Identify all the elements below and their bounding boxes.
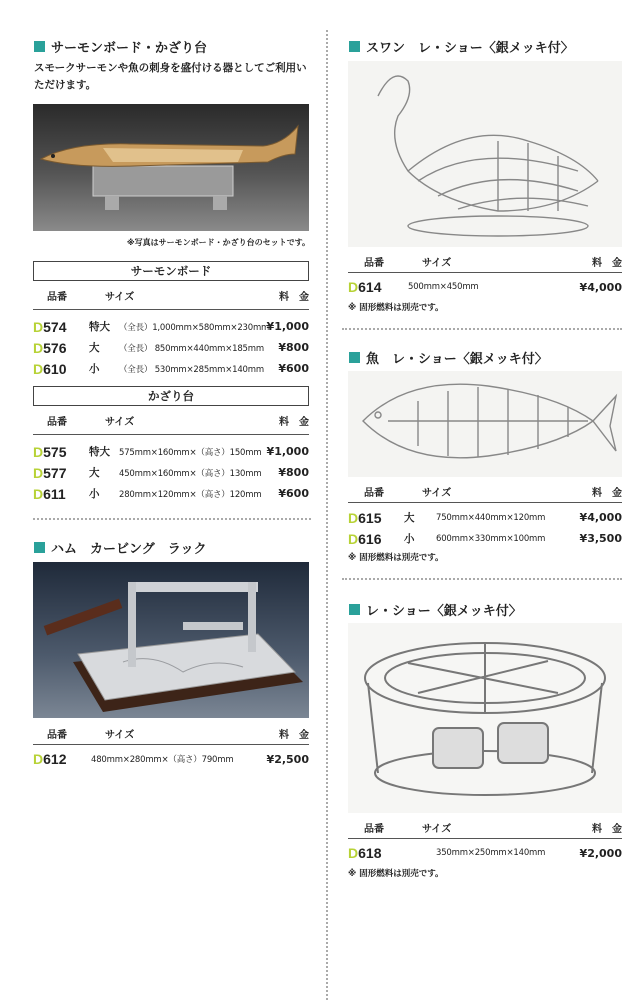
rechaud-section-title: レ・ショー〈銀メッキ付〉 xyxy=(349,600,522,619)
column-divider xyxy=(326,30,328,1000)
salmon-description: スモークサーモンや魚の刺身を盛付ける器としてご利用いただけます。 xyxy=(34,62,307,91)
table-row xyxy=(33,462,309,483)
table-header-row: 品番 サイズ 料 金 xyxy=(47,729,309,741)
ham-rack-illustration xyxy=(33,562,309,718)
section-divider xyxy=(33,518,311,520)
product-code: D610 xyxy=(33,360,67,377)
product-code: D612 xyxy=(33,751,67,767)
ham-table xyxy=(33,722,309,773)
table-header-row: 品番 サイズ 料 金 xyxy=(364,257,622,269)
product-price: ¥1,000 xyxy=(266,445,309,458)
product-kind: 大 xyxy=(404,512,415,524)
table-row xyxy=(33,483,309,504)
ham-section-title: ハム カービング ラック xyxy=(34,538,206,557)
table-divider xyxy=(33,309,309,310)
product-size: （全長）1,000mm×580mm×230mm xyxy=(119,322,270,333)
product-code: D577 xyxy=(33,464,67,481)
section-marker-icon xyxy=(349,352,360,363)
fish-illustration xyxy=(348,371,622,477)
table-row xyxy=(33,441,309,462)
product-code: D615 xyxy=(348,509,382,526)
product-price: ¥4,000 xyxy=(579,511,622,524)
product-code: D575 xyxy=(33,443,67,460)
product-price: ¥3,500 xyxy=(579,532,622,545)
table-row xyxy=(33,745,309,773)
product-code: D611 xyxy=(33,485,66,502)
salmon-board-photo xyxy=(33,104,309,231)
product-kind: 大 xyxy=(89,467,100,479)
product-price: ¥2,500 xyxy=(266,752,309,766)
product-price: ¥2,000 xyxy=(579,846,622,860)
product-kind: 大 xyxy=(89,342,100,354)
table-row xyxy=(33,316,309,337)
salmon-section-title: サーモンボード・かざり台 xyxy=(34,37,207,56)
product-size: （全長） 530mm×285mm×140mm xyxy=(119,364,264,375)
swan-illustration xyxy=(348,61,622,247)
product-price: ¥4,000 xyxy=(579,280,622,294)
section-divider xyxy=(342,328,622,330)
table-divider xyxy=(33,434,309,435)
product-kind: 特大 xyxy=(89,321,110,333)
product-code: D574 xyxy=(33,318,67,335)
product-price: ¥1,000 xyxy=(266,320,309,333)
fish-rechaud-photo xyxy=(348,371,622,477)
fuel-note: ※ 固形燃料は別売です。 xyxy=(348,869,444,879)
section-divider xyxy=(342,578,622,580)
table-divider xyxy=(348,502,622,503)
product-code: D576 xyxy=(33,339,67,356)
rechaud-photo xyxy=(348,623,622,813)
section-marker-icon xyxy=(34,542,45,553)
product-price: ¥800 xyxy=(278,466,309,479)
table-row xyxy=(348,839,622,867)
table-header-row: 品番 サイズ 料 金 xyxy=(47,416,309,428)
product-size: 350mm×250mm×140mm xyxy=(436,848,546,858)
fuel-note: ※ 固形燃料は別売です。 xyxy=(348,303,444,313)
product-code: D614 xyxy=(348,279,382,295)
section-marker-icon xyxy=(34,41,45,52)
swan-section-title: スワン レ・ショー〈銀メッキ付〉 xyxy=(349,37,574,56)
salmon-board-table xyxy=(33,261,309,379)
stand-header: かざり台 xyxy=(33,386,309,406)
product-kind: 小 xyxy=(404,533,415,545)
table-header-row: 品番 サイズ 料 金 xyxy=(364,823,622,835)
table-row xyxy=(348,507,622,528)
product-kind: 小 xyxy=(89,363,100,375)
salmon-board-illustration xyxy=(33,104,309,231)
fish-table xyxy=(348,480,622,563)
ham-rack-photo xyxy=(33,562,309,718)
table-row xyxy=(348,528,622,549)
table-header-row: 品番 サイズ 料 金 xyxy=(47,291,309,303)
salmon-photo-caption: ※写真はサーモンボード・かざり台のセットです。 xyxy=(126,238,310,247)
swan-rechaud-photo xyxy=(348,61,622,247)
table-row xyxy=(348,273,622,301)
product-size: 280mm×120mm×（高さ）120mm xyxy=(119,489,262,500)
product-size: 600mm×330mm×100mm xyxy=(436,533,546,544)
rechaud-table xyxy=(348,816,622,879)
table-header-row: 品番 サイズ 料 金 xyxy=(364,487,622,499)
product-code: D616 xyxy=(348,530,382,547)
product-size: 480mm×280mm×（高さ）790mm xyxy=(91,755,234,765)
product-kind: 特大 xyxy=(89,446,110,458)
product-kind: 小 xyxy=(89,488,100,500)
product-price: ¥800 xyxy=(278,341,309,354)
product-size: 750mm×440mm×120mm xyxy=(436,512,546,523)
table-row xyxy=(33,358,309,379)
product-size: 500mm×450mm xyxy=(408,282,479,292)
section-marker-icon xyxy=(349,604,360,615)
product-code: D618 xyxy=(348,845,382,861)
section-marker-icon xyxy=(349,41,360,52)
rechaud-illustration xyxy=(348,623,622,813)
product-size: 575mm×160mm×（高さ）150mm xyxy=(119,447,262,458)
fish-section-title: 魚 レ・ショー〈銀メッキ付〉 xyxy=(349,348,548,367)
product-size: （全長） 850mm×440mm×185mm xyxy=(119,343,264,354)
product-price: ¥600 xyxy=(278,362,309,375)
table-row xyxy=(33,337,309,358)
swan-table xyxy=(348,250,622,313)
product-price: ¥600 xyxy=(278,487,309,500)
stand-table xyxy=(33,386,309,504)
fuel-note: ※ 固形燃料は別売です。 xyxy=(348,553,444,563)
product-size: 450mm×160mm×（高さ）130mm xyxy=(119,468,262,479)
salmon-board-header: サーモンボード xyxy=(33,261,309,281)
